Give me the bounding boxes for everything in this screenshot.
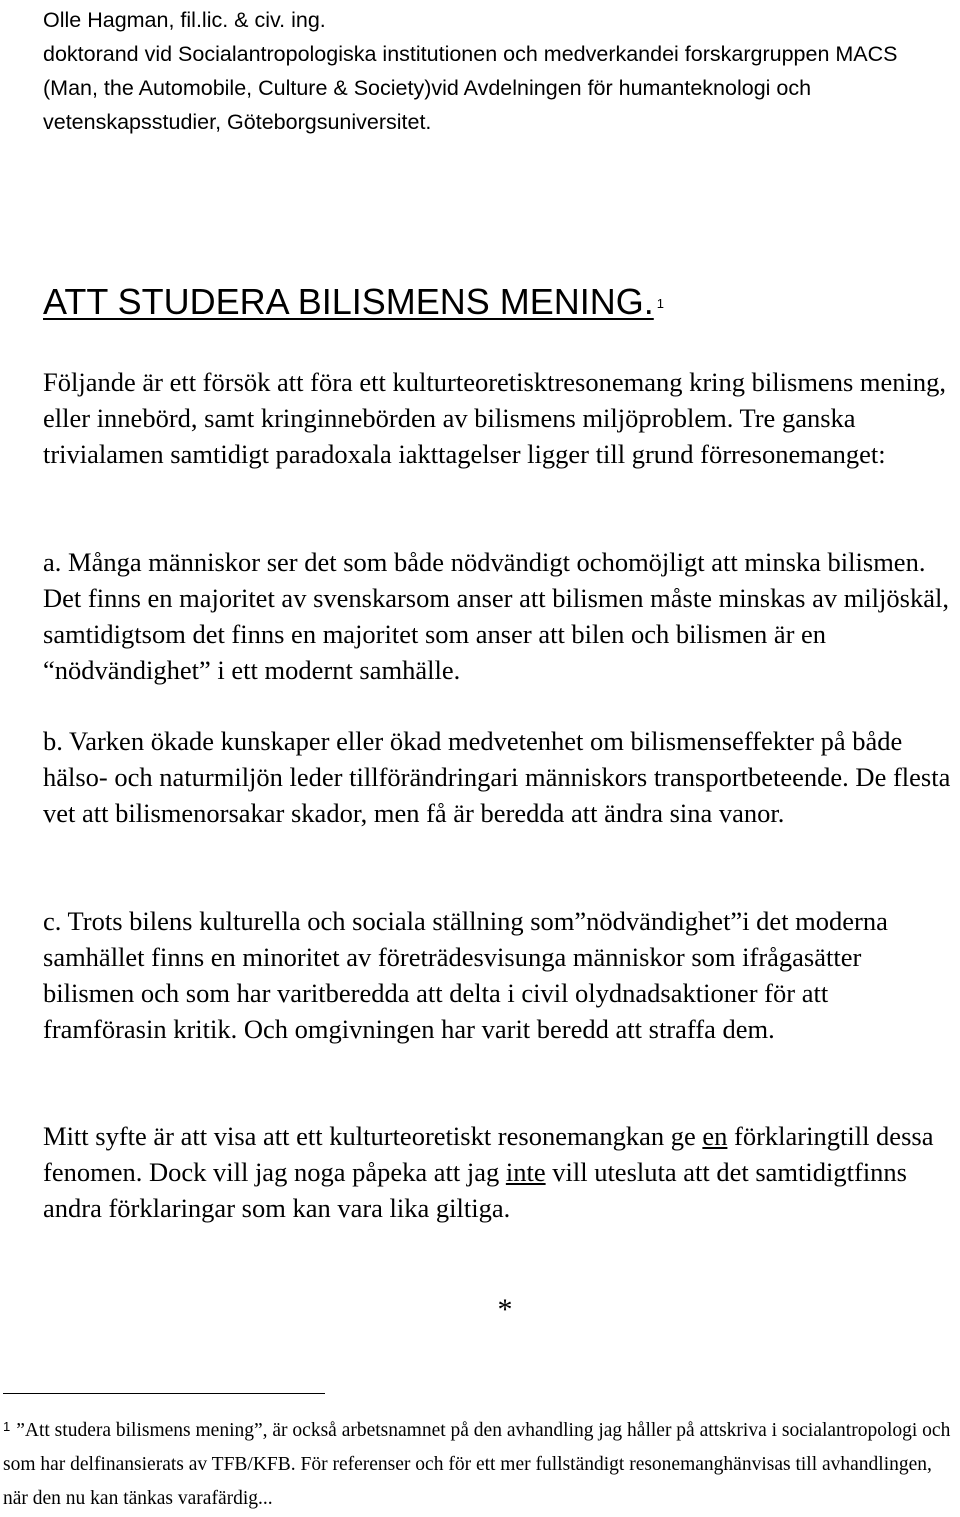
purpose-emphasis-inte: inte (505, 1157, 546, 1187)
author-block (43, 3, 953, 139)
footnote-text: ”Att studera bilismens mening”, är också arbetsnamnet på den avhandling jag håller på attskriva i socialantropologi och som har delfinansierats av TFB/KFB. För referenser och för ett mer fullständigt resonemanghänvisas till avhandlingen, när den nu kan tänkas varafärdig... (3, 1420, 951, 1509)
author-affiliation: doktorand vid Socialantropologiska institutionen och medverkandei forskargruppen MACS (Man, the Automobile, Culture & Society)vid Avdelningen för humanteknologi och vetenskapsstudier, Göteborgsuniversitet. (43, 42, 898, 134)
document-title (43, 278, 664, 326)
title-text: ATT STUDERA BILISMENS MENING. (43, 281, 654, 322)
author-line: Olle Hagman, fil.lic. & civ. ing. (43, 8, 326, 32)
title-footnote-ref[interactable]: 1 (656, 296, 665, 311)
purpose-text-3: vill utesluta att det samtidigtfinns andra förklaringar som kan vara lika giltiga. (43, 1157, 907, 1223)
intro-paragraph: Följande är ett försök att föra ett kulturteoretisktresonemang kring bilismens mening, eller innebörd, samt kringinnebörden av bilismens miljöproblem. Tre ganska trivialamen samtidigt paradoxala iakttagelser ligger till grund förresonemanget: (43, 367, 946, 469)
purpose-paragraph (43, 1118, 958, 1226)
purpose-text-2: förklaringtill dessa fenomen. Dock vill jag noga påpeka att jag (43, 1121, 934, 1187)
purpose-emphasis-en: en (702, 1121, 728, 1151)
footnote-rule (3, 1393, 325, 1394)
footnote-number: 1 (3, 1419, 11, 1434)
footnote (3, 1414, 953, 1516)
paragraph-a: a. Många människor ser det som både nödvändigt ochomöjligt att minska bilismen. Det finns en majoritet av svenskarsom anser att bilismen måste minskas av miljöskäl, samtidigtsom det finns en majoritet som anser att bilen och bilismen är en “nödvändighet” i ett modernt samhälle. (43, 547, 949, 685)
paragraph-c: c. Trots bilens kulturella och sociala ställning som”nödvändighet”i det moderna samhället finns en minoritet av företrädesvisunga människor som ifrågasätter bilismen och som har varitberedda att delta i civil olydnadsaktioner för att framförasin kritik. Och omgivningen har varit beredd att straffa dem. (43, 906, 888, 1044)
purpose-text-1: Mitt syfte är att visa att ett kulturteoretiskt resonemangkan ge (43, 1121, 703, 1151)
section-separator: * (497, 1293, 513, 1326)
paragraph-b: b. Varken ökade kunskaper eller ökad medvetenhet om bilismenseffekter på både hälso- och naturmiljön leder tillförändringari människors transportbeteende. De flesta vet att bilismenorsakar skador, men få är beredda att ändra sina vanor. (43, 726, 951, 828)
